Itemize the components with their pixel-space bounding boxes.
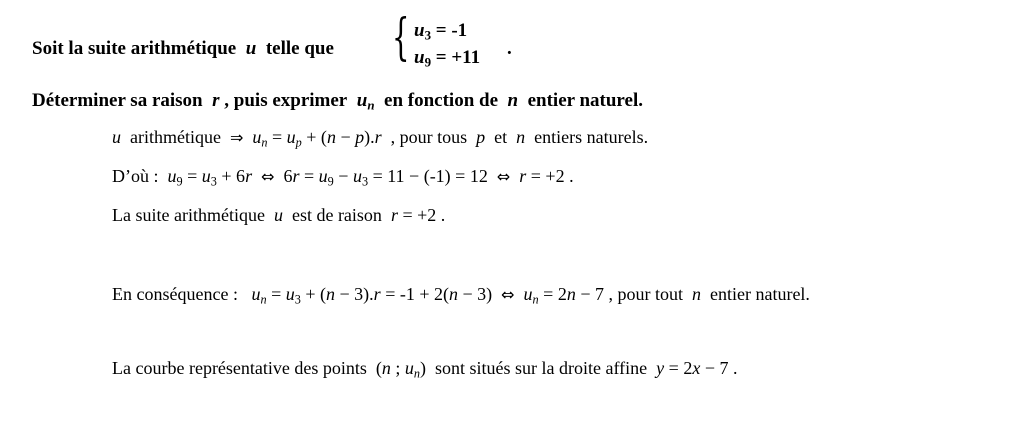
system-equation-1: $u_3 = -1$ bbox=[414, 20, 468, 43]
brace-icon: { bbox=[392, 8, 410, 66]
solution-line-5: La courbe représentative des points (n ; $u_n$) sont situés sur la droite affine y = 2x − 7 . bbox=[112, 358, 738, 381]
trailing-dot: . bbox=[507, 38, 512, 59]
solution-line-3: La suite arithmétique u est de raison r = +2 . bbox=[112, 205, 446, 225]
system-equation-2: $u_9 = +11$ bbox=[414, 47, 481, 70]
question-line-2: Déterminer sa raison r , puis exprimer $u_n$ en fonction de n entier naturel. bbox=[32, 90, 643, 113]
telle-que-text: telle que bbox=[265, 38, 334, 59]
question-line-1 bbox=[32, 38, 334, 60]
solution-line-2: D’où : $u_9 = u_3 + 6r$ ⇔ $6r = u_9 - u_3 = 11 - (-1) = 12$ ⇔ r = +2 . bbox=[112, 166, 574, 189]
sequence-symbol: u bbox=[245, 38, 257, 59]
solution-line-1: u arithmétique ⇒ $u_n = u_p + (n - p).r$ , pour tous p et n entiers naturels. bbox=[112, 127, 649, 150]
equation-system bbox=[392, 8, 512, 78]
solution-line-4: En conséquence : $u_n = u_3 + (n - 3).r = -1 + 2(n - 3)$ ⇔ $u_n = 2n - 7$ , pour tout n entier naturel. bbox=[112, 284, 810, 307]
intro-text: Soit la suite arithmétique bbox=[32, 38, 237, 59]
